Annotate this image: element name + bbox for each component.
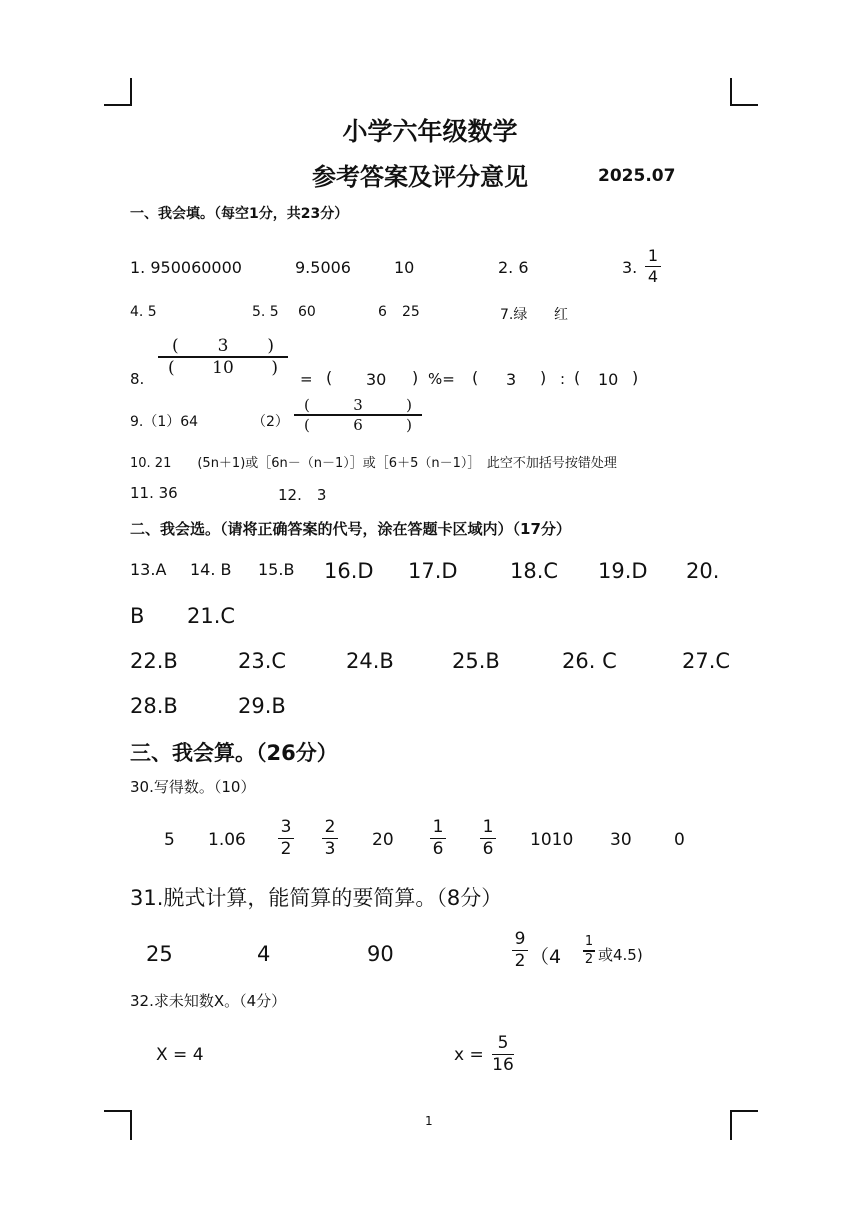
answer-q28: 28.B bbox=[130, 694, 178, 718]
answer-q16: 16.D bbox=[324, 559, 374, 583]
answer-q30-h: 1010 bbox=[530, 830, 574, 850]
paren-open: ( bbox=[304, 396, 310, 414]
corner-mark-top-right bbox=[730, 78, 758, 106]
answer-q30-f-fraction bbox=[430, 818, 446, 859]
q8-paren-open-3: ( bbox=[574, 368, 581, 387]
answer-q22: 22.B bbox=[130, 649, 178, 673]
fraction-denominator: 3 bbox=[324, 839, 336, 860]
answer-q6-a: 6 bbox=[378, 304, 387, 320]
answer-q30-b: 1.06 bbox=[208, 830, 246, 850]
answer-q5-a: 5. 5 bbox=[252, 304, 279, 320]
q30-heading: 30.写得数。（10） bbox=[130, 778, 256, 796]
section-1-heading: 一、我会填。（每空1分，共23分） bbox=[130, 206, 349, 222]
answer-q8-ratio-a: 3 bbox=[506, 370, 517, 389]
fraction-numerator: 9 bbox=[514, 929, 526, 949]
exam-date: 2025.07 bbox=[598, 166, 676, 186]
answer-q32-a: X = 4 bbox=[156, 1045, 204, 1065]
answer-q6-b: 25 bbox=[402, 304, 420, 320]
q8-paren-open-2: ( bbox=[472, 368, 479, 387]
answer-q2: 2. 6 bbox=[498, 258, 529, 277]
q8-paren-close-3: ) bbox=[632, 368, 639, 387]
fraction-numerator: 1 bbox=[584, 934, 594, 949]
answer-q21: 21.C bbox=[187, 604, 236, 628]
fraction-numerator: 1 bbox=[647, 246, 659, 265]
answer-q10: 10. 21 (5n＋1)或［6n－（n－1）］或［6＋5（n－1）］ 此空不加括号按错处理 bbox=[130, 456, 617, 471]
answer-q31-alt-tail: 或4.5) bbox=[598, 946, 643, 964]
answer-q31-a: 25 bbox=[146, 942, 173, 966]
fraction-denominator: 2 bbox=[584, 951, 594, 967]
answer-q11: 11. 36 bbox=[130, 484, 178, 502]
answer-q17: 17.D bbox=[408, 559, 458, 583]
fraction-denominator: 10 bbox=[212, 357, 234, 378]
answer-q8-percent-value: 30 bbox=[366, 370, 387, 389]
answer-q27: 27.C bbox=[682, 649, 731, 673]
answer-q14: 14. B bbox=[190, 560, 232, 579]
answer-q30-g-fraction bbox=[480, 818, 496, 859]
paren-open: ( bbox=[304, 415, 310, 434]
answer-q7-a: 7.绿 bbox=[500, 307, 528, 323]
answer-q15: 15.B bbox=[258, 560, 295, 579]
page-title: 小学六年级数学 bbox=[342, 117, 518, 146]
answer-q4: 4. 5 bbox=[130, 304, 157, 320]
answer-q29: 29.B bbox=[238, 694, 286, 718]
answer-q20-label: 20. bbox=[686, 559, 720, 583]
answer-q23: 23.C bbox=[238, 649, 287, 673]
fraction-numerator: 3 bbox=[280, 817, 292, 837]
answer-q30-j: 0 bbox=[674, 830, 685, 850]
answer-q31-d-fraction bbox=[512, 930, 528, 971]
answer-q1-c: 10 bbox=[394, 258, 415, 277]
answer-q31-alt-open: （4 bbox=[530, 946, 562, 968]
answer-q9-part1: 9.（1）64 bbox=[130, 414, 199, 430]
answer-q30-d-fraction bbox=[322, 818, 338, 859]
q8-percent-sign: %= bbox=[428, 370, 455, 388]
answer-q19: 19.D bbox=[598, 559, 648, 583]
q8-colon: : bbox=[560, 370, 566, 388]
answer-q1-a: 1. 950060000 bbox=[130, 258, 242, 277]
fraction-denominator: 2 bbox=[514, 951, 526, 972]
answer-q7-b: 红 bbox=[554, 307, 568, 323]
answer-q8-ratio-b: 10 bbox=[598, 370, 619, 389]
paren-open: ( bbox=[172, 336, 179, 356]
paren-close: ) bbox=[267, 336, 274, 356]
paren-close: ) bbox=[406, 415, 412, 434]
answer-q30-e: 20 bbox=[372, 830, 394, 850]
fraction-numerator: 3 bbox=[217, 336, 229, 356]
q8-paren-close-2: ) bbox=[540, 368, 547, 387]
fraction-numerator: 1 bbox=[482, 817, 494, 837]
answer-q18: 18.C bbox=[510, 559, 559, 583]
answer-q12: 12. 3 bbox=[278, 486, 327, 504]
answer-q13: 13.A bbox=[130, 560, 167, 579]
fraction-denominator: 16 bbox=[492, 1055, 514, 1076]
fraction-numerator: 5 bbox=[497, 1033, 509, 1053]
answer-q31-c: 90 bbox=[367, 942, 394, 966]
answer-q31-b: 4 bbox=[257, 942, 271, 966]
fraction-denominator: 6 bbox=[482, 839, 494, 860]
answer-q32-b-label: x = bbox=[454, 1045, 484, 1065]
answer-q3-fraction bbox=[645, 247, 661, 286]
corner-mark-bottom-left bbox=[104, 1110, 132, 1140]
page-number: 1 bbox=[425, 1114, 433, 1128]
answer-q3-label: 3. bbox=[622, 258, 638, 277]
corner-mark-top-left bbox=[104, 78, 132, 106]
fraction-numerator: 2 bbox=[324, 817, 336, 837]
q8-equals: = bbox=[300, 370, 313, 388]
answer-q30-a: 5 bbox=[164, 830, 175, 850]
q8-paren-close-1: ) bbox=[412, 368, 419, 387]
answer-q9-fraction bbox=[294, 396, 422, 434]
section-2-heading: 二、我会选。（请将正确答案的代号，涂在答题卡区域内）（17分） bbox=[130, 520, 571, 538]
answer-q5-b: 60 bbox=[298, 304, 316, 320]
paren-close: ) bbox=[406, 396, 412, 414]
fraction-numerator: 1 bbox=[432, 817, 444, 837]
answer-q20-value: B bbox=[130, 604, 145, 628]
answer-q30-i: 30 bbox=[610, 830, 632, 850]
answer-q30-c-fraction bbox=[278, 818, 294, 859]
corner-mark-bottom-right bbox=[730, 1110, 758, 1140]
paren-open: ( bbox=[168, 357, 175, 378]
fraction-denominator: 4 bbox=[647, 267, 659, 287]
q31-heading: 31.脱式计算，能简算的要简算。（8分） bbox=[130, 886, 503, 910]
answer-q1-b: 9.5006 bbox=[295, 258, 351, 277]
fraction-denominator: 6 bbox=[353, 415, 363, 434]
q8-paren-open-1: ( bbox=[326, 368, 333, 387]
answer-q9-part2-label: （2） bbox=[252, 414, 289, 430]
answer-q25: 25.B bbox=[452, 649, 500, 673]
q32-heading: 32.求未知数X。（4分） bbox=[130, 992, 287, 1010]
answer-q32-b-fraction bbox=[492, 1034, 514, 1075]
answer-q31-alt-fraction bbox=[583, 935, 595, 967]
section-3-heading: 三、我会算。（26分） bbox=[130, 741, 338, 765]
answer-q8-fraction bbox=[158, 336, 288, 378]
page-subtitle: 参考答案及评分意见 bbox=[312, 163, 528, 191]
fraction-denominator: 6 bbox=[432, 839, 444, 860]
answer-q24: 24.B bbox=[346, 649, 394, 673]
answer-q8-label: 8. bbox=[130, 370, 145, 388]
fraction-numerator: 3 bbox=[353, 396, 363, 414]
paren-close: ) bbox=[271, 357, 278, 378]
fraction-denominator: 2 bbox=[280, 839, 292, 860]
answer-q26: 26. C bbox=[562, 649, 617, 673]
